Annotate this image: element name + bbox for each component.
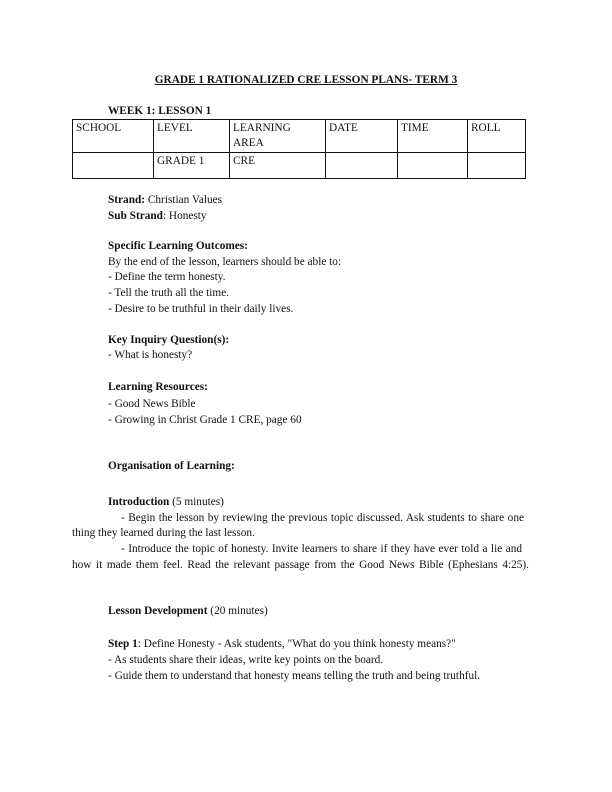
header-date: DATE <box>326 120 398 153</box>
inquiry-line: - What is honesty? <box>108 349 193 361</box>
strand: Strand: Christian Values <box>108 194 223 206</box>
cell-time <box>398 153 468 179</box>
header-time: TIME <box>398 120 468 153</box>
outcomes-heading: Specific Learning Outcomes: <box>108 240 248 252</box>
outcome-line: - Define the term honesty. <box>108 271 226 283</box>
header-level: LEVEL <box>154 120 230 153</box>
inquiry-heading: Key Inquiry Question(s): <box>108 334 230 346</box>
resource-line: - Growing in Christ Grade 1 CRE, page 60 <box>108 414 302 426</box>
introduction-line: how it made them feel. Read the relevant passage from the Good News Bible (Ephesians 4:25). <box>72 559 529 571</box>
week-heading: WEEK 1: LESSON 1 <box>108 105 212 117</box>
header-learning-area: LEARNING AREA <box>230 120 326 153</box>
resources-heading: Learning Resources: <box>108 381 208 393</box>
cell-date <box>326 153 398 179</box>
cell-level: GRADE 1 <box>154 153 230 179</box>
development-heading: Lesson Development (20 minutes) <box>108 605 268 617</box>
introduction-line: thing they learned during the last lesson. <box>72 527 255 539</box>
sub-strand: Sub Strand: Honesty <box>108 210 207 222</box>
lesson-info-table <box>72 119 526 179</box>
introduction-heading: Introduction (5 minutes) <box>108 496 224 508</box>
cell-learning-area: CRE <box>230 153 326 179</box>
introduction-line: - Introduce the topic of honesty. Invite learners to share if they have ever told a lie and <box>121 543 522 555</box>
outcome-line: - Desire to be truthful in their daily lives. <box>108 303 294 315</box>
introduction-line: - Begin the lesson by reviewing the previous topic discussed. Ask students to share one <box>121 512 524 524</box>
step1-line: - As students share their ideas, write key points on the board. <box>108 654 384 666</box>
organisation-heading: Organisation of Learning: <box>108 460 235 472</box>
header-roll: ROLL <box>468 120 526 153</box>
cell-roll <box>468 153 526 179</box>
outcome-line: By the end of the lesson, learners should be able to: <box>108 256 342 268</box>
outcome-line: - Tell the truth all the time. <box>108 287 230 299</box>
step1-line: - Guide them to understand that honesty means telling the truth and being truthful. <box>108 670 481 682</box>
header-school: SCHOOL <box>73 120 154 153</box>
cell-school <box>73 153 154 179</box>
document-title: GRADE 1 RATIONALIZED CRE LESSON PLANS- TERM 3 <box>154 74 458 86</box>
resource-line: - Good News Bible <box>108 398 196 410</box>
step1-heading: Step 1: Define Honesty - Ask students, "What do you think honesty means?" <box>108 638 456 650</box>
